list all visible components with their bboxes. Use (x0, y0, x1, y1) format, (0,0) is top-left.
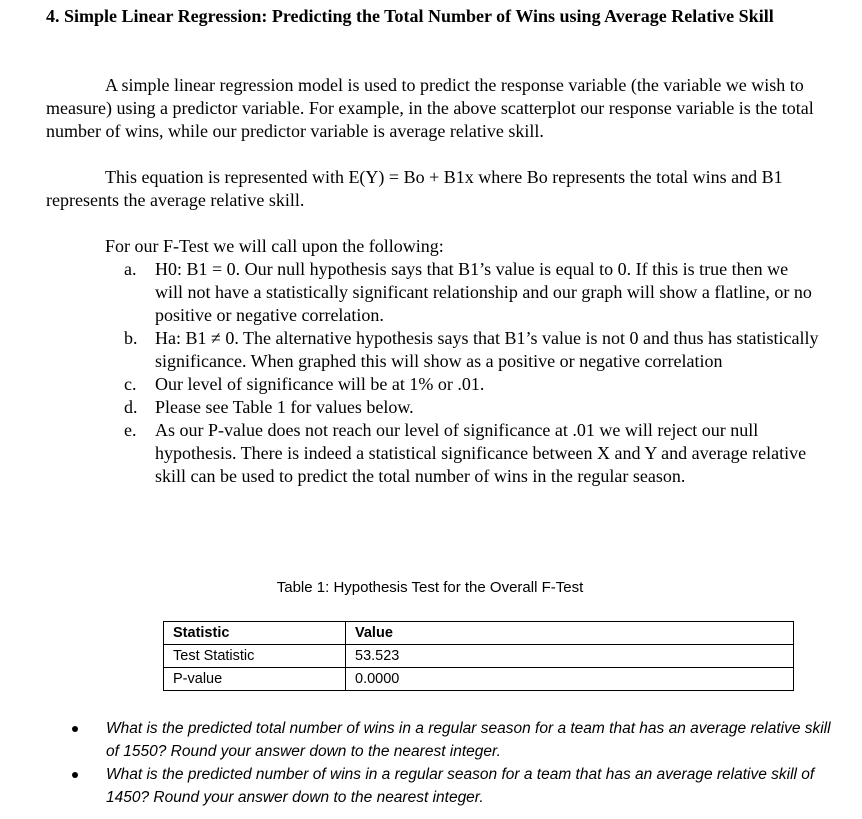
table-header-row (164, 622, 794, 645)
list-item (0, 327, 862, 373)
table-caption (0, 578, 862, 598)
question-text: What is the predicted number of wins in a regular season for a team that has an average relative skill of 1450? Round your answer down to the nearest integer. (106, 766, 815, 806)
question-text: What is the predicted total number of wins in a regular season for a team that has an average relative skill of 1550? Round your answer down to the nearest integer. (106, 720, 831, 760)
list-marker: c. (124, 374, 137, 394)
hypothesis-test-table (163, 621, 794, 691)
list-item (0, 396, 862, 419)
list-item (0, 717, 862, 763)
list-item-text: H0: B1 = 0. Our null hypothesis says that B1’s value is equal to 0. If this is true then we will not have a statistically significant relationship and our graph will show a flatline, or no positive or negative correlation. (155, 259, 812, 325)
table-header-value: Value (346, 622, 794, 645)
bullet-icon (72, 772, 78, 778)
list-item-text: Please see Table 1 for values below. (155, 397, 414, 417)
table-row (164, 645, 794, 668)
list-item (0, 373, 862, 396)
table-header-statistic: Statistic (164, 622, 346, 645)
list-marker: a. (124, 259, 137, 279)
list-item-text: Our level of significance will be at 1% or .01. (155, 374, 485, 394)
list-marker: b. (124, 328, 138, 348)
list-item-text: Ha: B1 ≠ 0. The alternative hypothesis says that B1’s value is not 0 and thus has statistically significance. When graphed this will show as a positive or negative correlation (155, 328, 819, 371)
table-cell: 53.523 (346, 645, 794, 668)
list-item (0, 763, 862, 809)
list-item (0, 258, 862, 327)
list-marker: e. (124, 420, 137, 440)
table-cell: 0.0000 (346, 668, 794, 691)
section-heading: 4. Simple Linear Regression: Predicting the Total Number of Wins using Average Relative Skill (46, 6, 774, 26)
paragraph-equation: This equation is represented with E(Y) = Bo + B1x where Bo represents the total wins and B1 represents the average relative skill. (46, 167, 783, 210)
bullet-icon (72, 726, 78, 732)
table-cell: Test Statistic (164, 645, 346, 668)
paragraph-regression-intro: A simple linear regression model is used to predict the response variable (the variable we wish to measure) using a predictor variable. For example, in the above scatterplot our response variable is the total number of wins, while our predictor variable is average relative skill. (46, 75, 814, 141)
ftest-list (0, 258, 862, 488)
list-item-text: As our P-value does not reach our level of significance at .01 we will reject our null hypothesis. There is indeed a statistical significance between X and Y and average relative skill can be used to predict the total number of wins in the regular season. (155, 420, 807, 486)
list-item (0, 419, 862, 488)
table-row (164, 668, 794, 691)
ftest-intro: For our F-Test we will call upon the following: (105, 236, 444, 256)
question-list (0, 717, 862, 809)
table-cell: P-value (164, 668, 346, 691)
list-marker: d. (124, 397, 138, 417)
table-caption-text: Table 1: Hypothesis Test for the Overall F-Test (276, 579, 584, 596)
